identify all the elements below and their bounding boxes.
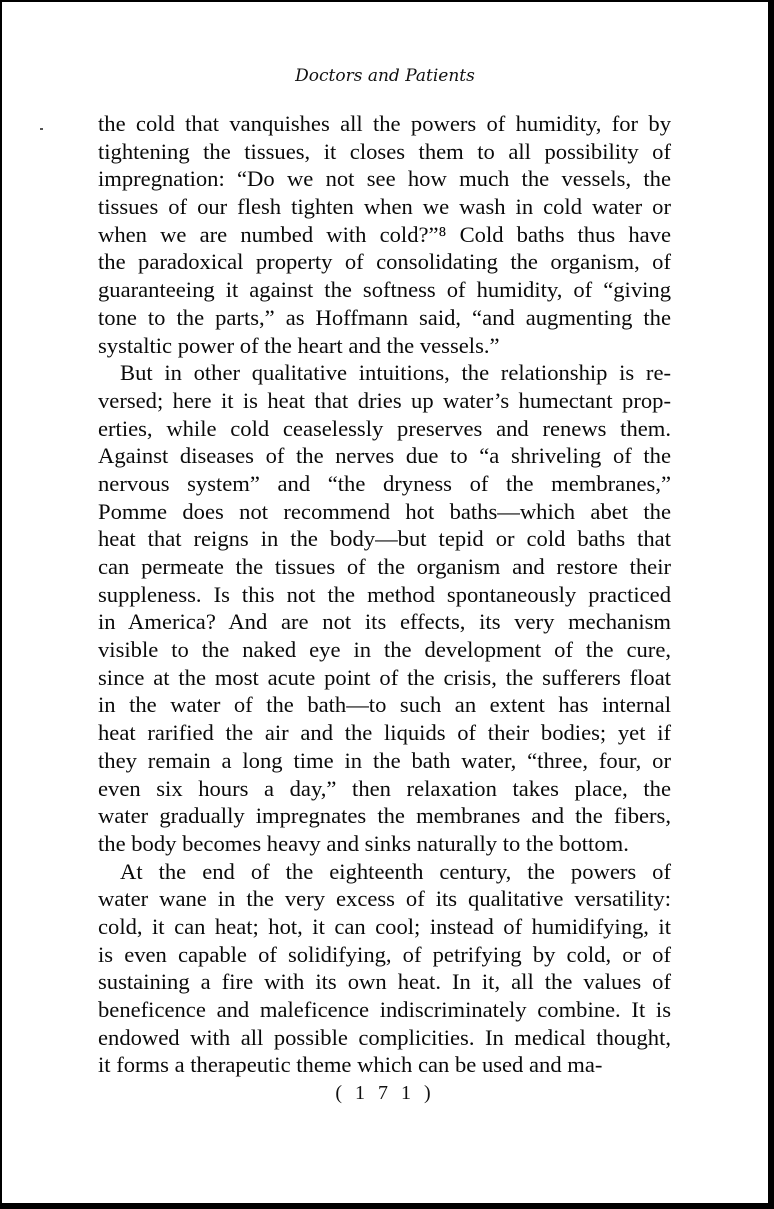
text-line: But in other qualitative intuitions, the relationship is re-: [120, 360, 671, 386]
text-line: the cold that vanquishes all the powers of humidity, for by: [98, 111, 671, 136]
text-line: nervous system” and “the dryness of the membranes,”: [98, 470, 671, 496]
paragraph: [98, 110, 671, 359]
text-line: heat that reigns in the body—but tepid or cold baths that: [98, 526, 671, 552]
margin-mark: [40, 128, 43, 130]
text-line: At the end of the eighteenth century, the powers of: [120, 858, 671, 884]
text-line: Pomme does not recommend hot baths—which abet the: [98, 498, 671, 524]
text-line: erties, while cold ceaselessly preserves and renews them.: [98, 415, 671, 441]
text-line: when we are numbed with cold?”⁸ Cold baths thus have: [98, 221, 671, 247]
text-line: the body becomes heavy and sinks naturally to the bottom.: [98, 830, 629, 856]
text-line: even six hours a day,” then relaxation takes place, the: [98, 775, 671, 801]
text-line: systaltic power of the heart and the vessels.”: [98, 332, 500, 358]
page-number: ( 1 7 1 ): [335, 1082, 435, 1104]
text-line: in America? And are not its effects, its very mechanism: [98, 609, 671, 635]
text-line: visible to the naked eye in the development of the cure,: [98, 637, 671, 663]
text-line: impregnation: “Do we not see how much the vessels, the: [98, 166, 671, 192]
text-line: Against diseases of the nerves due to “a shriveling of the: [98, 443, 671, 469]
paragraph: [98, 359, 671, 857]
text-line: it forms a therapeutic theme which can be used and ma-: [98, 1052, 603, 1078]
text-line: the paradoxical property of consolidating the organism, of: [98, 249, 671, 275]
text-line: beneficence and maleficence indiscriminately combine. It is: [98, 997, 671, 1022]
text-line: since at the most acute point of the crisis, the sufferers float: [98, 664, 671, 690]
text-line: can permeate the tissues of the organism and restore their: [98, 554, 671, 579]
text-line: heat rarified the air and the liquids of their bodies; yet if: [98, 720, 671, 746]
text-line: cold, it can heat; hot, it can cool; instead of humidifying, it: [98, 913, 671, 939]
text-line: is even capable of solidifying, of petrifying by cold, or of: [98, 941, 671, 967]
text-line: tone to the parts,” as Hoffmann said, “and augmenting the: [98, 304, 671, 330]
text-line: tissues of our flesh tighten when we wash in cold water or: [98, 194, 671, 220]
body-text: [98, 110, 671, 1079]
text-line: guaranteeing it against the softness of humidity, of “giving: [98, 277, 671, 303]
text-line: they remain a long time in the bath water, “three, four, or: [98, 747, 671, 773]
text-line: suppleness. Is this not the method spontaneously practiced: [98, 581, 671, 607]
text-line: water wane in the very excess of its qualitative versatility:: [98, 886, 671, 912]
text-line: water gradually impregnates the membranes and the fibers,: [98, 803, 671, 829]
text-line: sustaining a fire with its own heat. In it, all the values of: [98, 969, 671, 995]
running-head: Doctors and Patients: [295, 66, 475, 86]
text-line: endowed with all possible complicities. In medical thought,: [98, 1024, 671, 1050]
paragraph: [98, 858, 671, 1080]
text-line: tightening the tissues, it closes them to all possibility of: [98, 138, 671, 164]
text-line: versed; here it is heat that dries up water’s humectant prop-: [98, 387, 671, 413]
text-line: in the water of the bath—to such an extent has internal: [98, 692, 671, 718]
